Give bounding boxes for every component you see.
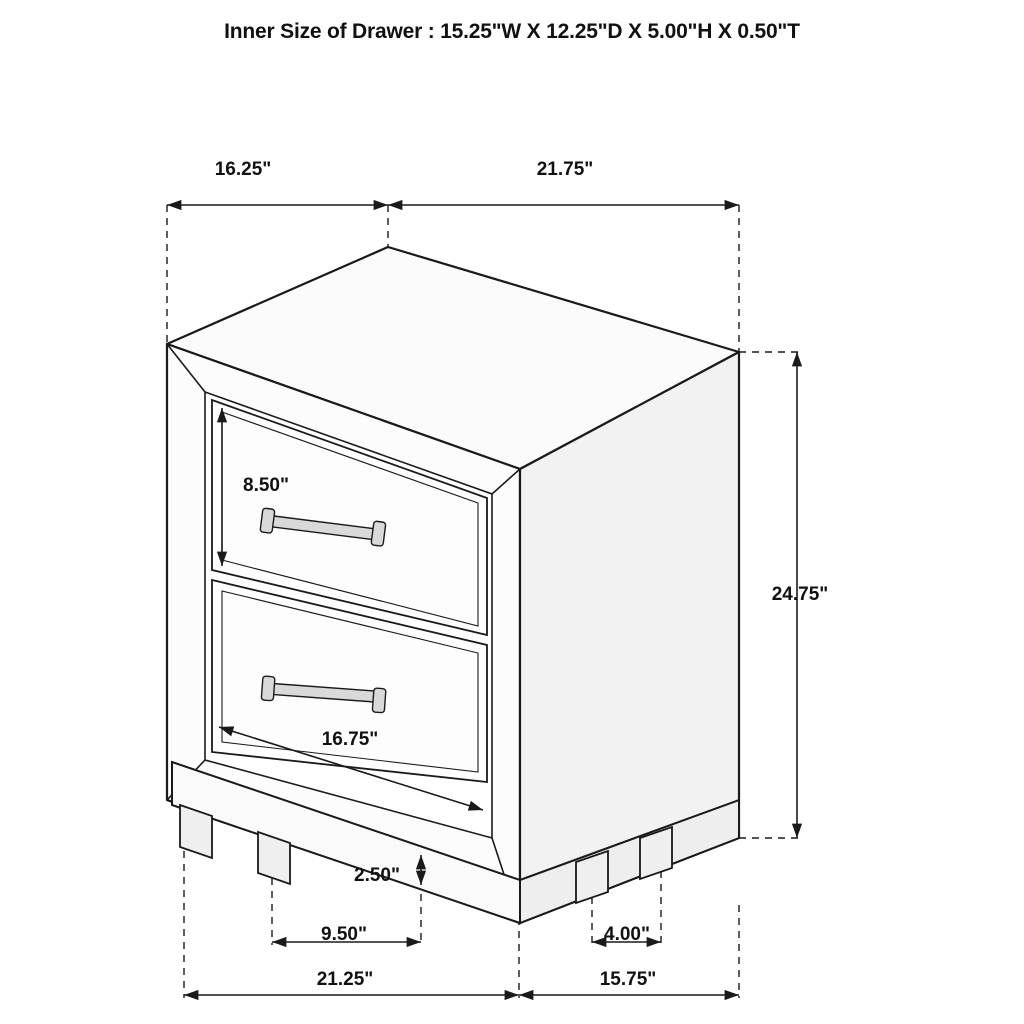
dimension-label-overall-width: 21.25"	[316, 969, 374, 990]
dimension-label-leg-height: 2.50"	[354, 865, 400, 886]
dimension-label-top-width: 21.75"	[536, 159, 594, 180]
dimension-label-leg-span-side: 4.00"	[604, 924, 650, 945]
dimension-label-overall-height: 24.75"	[771, 584, 829, 605]
dimension-label-drawer-height: 8.50"	[243, 475, 289, 496]
page-title: Inner Size of Drawer : 15.25"W X 12.25"D X 5.00"H X 0.50"T	[224, 20, 800, 43]
dimension-label-overall-depth: 15.75"	[599, 969, 657, 990]
dimension-label-leg-span-front: 9.50"	[321, 924, 367, 945]
dimension-label-top-depth: 16.25"	[214, 159, 272, 180]
dimension-label-drawer-width: 16.75"	[321, 729, 379, 750]
